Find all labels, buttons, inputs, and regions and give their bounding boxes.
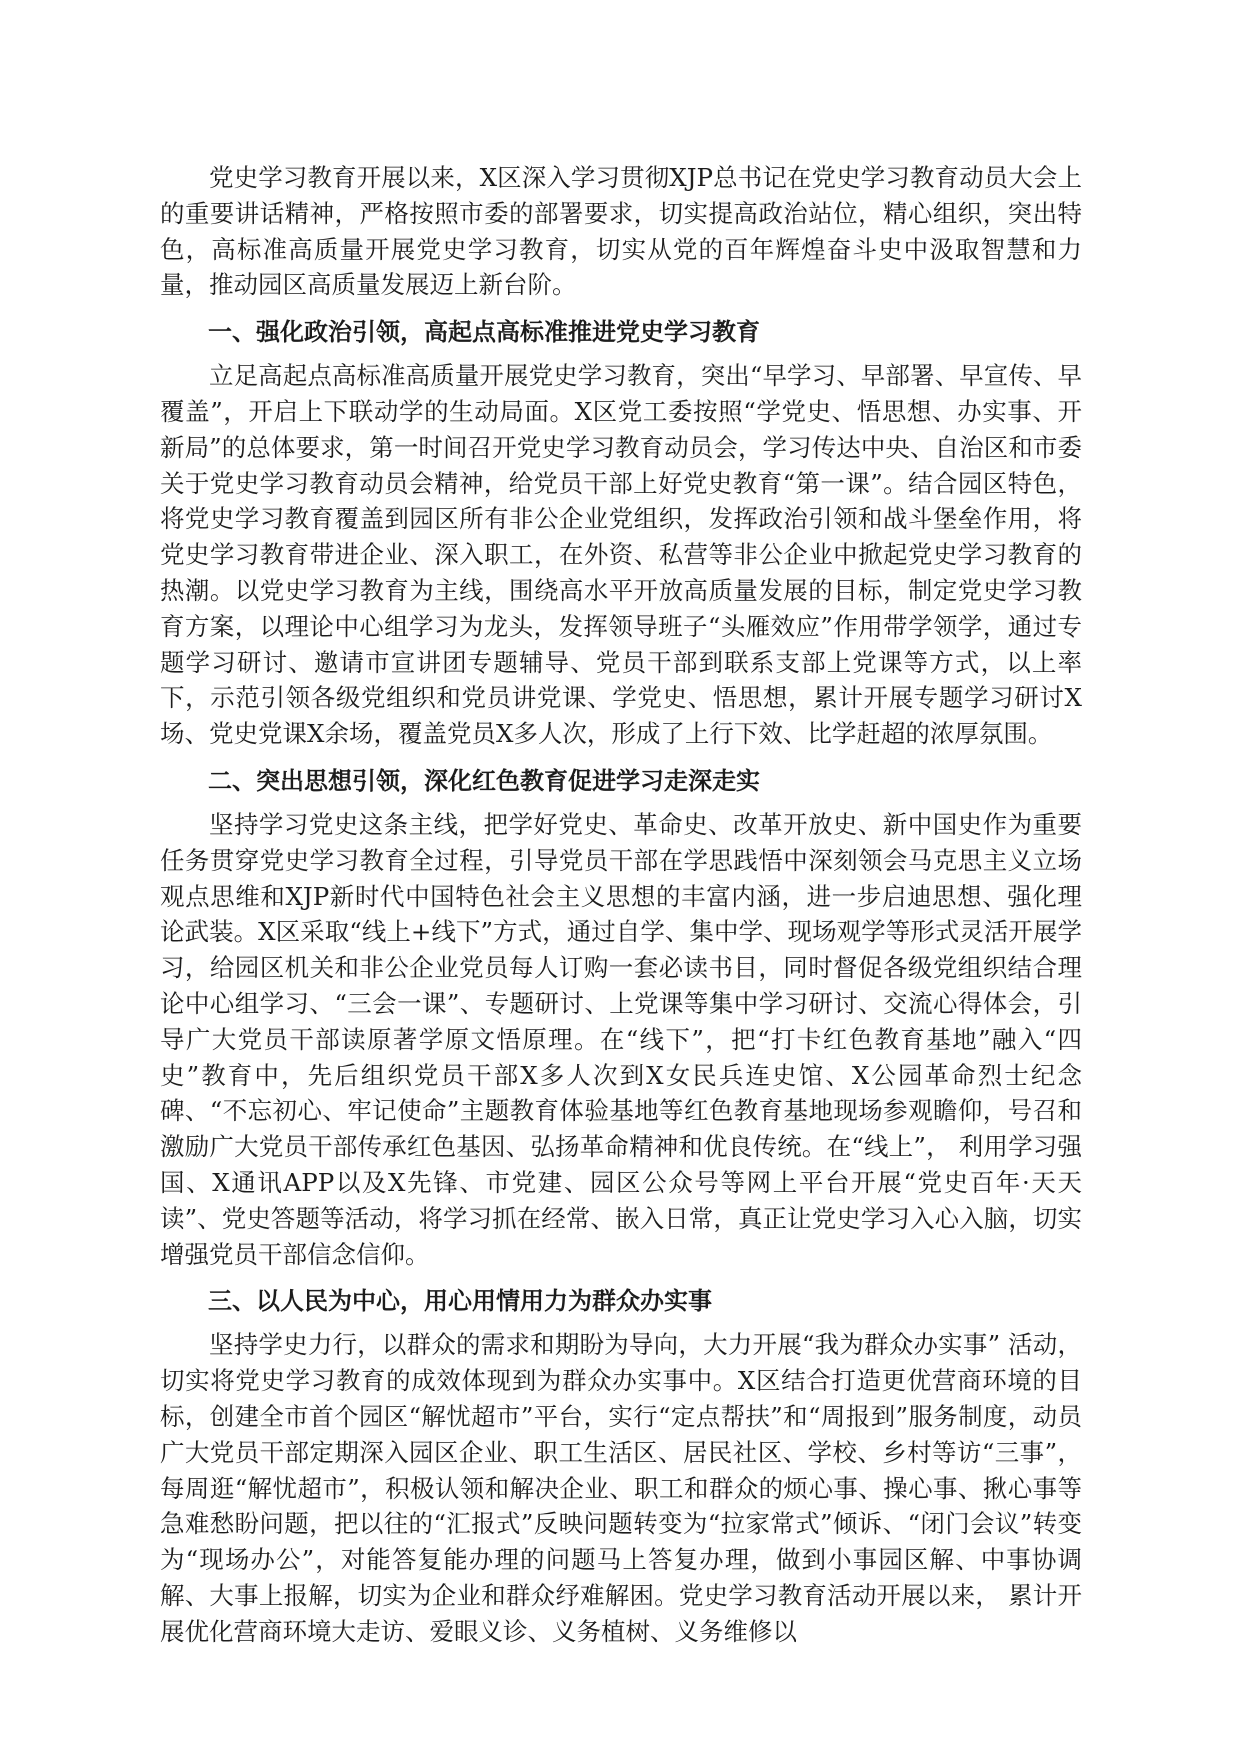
intro-paragraph: 党史学习教育开展以来，X区深入学习贯彻XJP总书记在党史学习教育动员大会上的重要讲话精神，严格按照市委的部署要求，切实提高政治站位，精心组织，突出特色，高标准高质量开展党史学习教育，切实从党的百年辉煌奋斗史中汲取智慧和力量，推动园区高质量发展迈上新台阶。 [160,163,1082,300]
section-2 [160,764,1082,1272]
section-heading: 二、突出思想引领，深化红色教育促进学习走深走实 [208,766,760,795]
section-body: 坚持学习党史这条主线，把学好党史、革命史、改革开放史、新中国史作为重要任务贯穿党史学习教育全过程，引导党员干部在学思践悟中深刻领会马克思主义立场观点思维和XJP新时代中国特色社会主义思想的丰富内涵，进一步启迪思想、强化理论武装。X区采取“线上+线下”方式，通过自学、集中学、现场观学等形式灵活开展学习，给园区机关和非公企业党员每人订购一套必读书目，同时督促各级党组织结合理论中心组学习、“三会一课”、专题研讨、上党课等集中学习研讨、交流心得体会，引导广大党员干部读原著学原文悟原理。在“线下”，把“打卡红色教育基地”融入“四史”教育中，先后组织党员干部X多人次到X女民兵连史馆、X公园革命烈士纪念碑、“不忘初心、牢记使命”主题教育体验基地等红色教育基地现场参观瞻仰，号召和激励广大党员干部传承红色基因、弘扬革命精神和优良传统。在“线上”， 利用学习强国、X通讯APP以及X先锋、市党建、园区公众号等网上平台开展“党史百年·天天读”、党史答题等活动，将学习抓在经常、嵌入日常，真正让党史学习入心入脑，切实增强党员干部信念信仰。 [160,809,1082,1269]
section-body: 坚持学史力行，以群众的需求和期盼为导向，大力开展“我为群众办实事” 活动，切实将党史学习教育的成效体现到为群众办实事中。X区结合打造更优营商环境的目标，创建全市首个园区“解忧超市”平台，实行“定点帮扶”和“周报到”服务制度，动员广大党员干部定期深入园区企业、职工生活区、居民社区、学校、乡村等访“三事”，每周逛“解忧超市”，积极认领和解决企业、职工和群众的烦心事、操心事、揪心事等急难愁盼问题，把以往的“汇报式”反映问题转变为“拉家常式”倾诉、“闭门会议”转变为“现场办公”，对能答复能办理的问题马上答复办理，做到小事园区解、中事协调解、大事上报解，切实为企业和群众纾难解困。党史学习教育活动开展以来， 累计开展优化营商环境大走访、爱眼义诊、义务植树、义务维修以 [160,1330,1082,1646]
document-page [160,160,1082,1649]
section-heading: 三、以人民为中心，用心用情用力为群众办实事 [208,1287,712,1316]
section-body: 立足高起点高标准高质量开展党史学习教育，突出“早学习、早部署、早宣传、早覆盖”，开启上下联动学的生动局面。X区党工委按照“学党史、悟思想、办实事、开新局”的总体要求，第一时间召开党史学习教育动员会，学习传达中央、自治区和市委关于党史学习教育动员会精神，给党员干部上好党史教育“第一课”。结合园区特色，将党史学习教育覆盖到园区所有非公企业党组织，发挥政治引领和战斗堡垒作用，将党史学习教育带进企业、深入职工，在外资、私营等非公企业中掀起党史学习教育的热潮。以党史学习教育为主线，围绕高水平开放高质量发展的目标，制定党史学习教育方案，以理论中心组学习为龙头，发挥领导班子“头雁效应”作用带学领学，通过专题学习研讨、邀请市宣讲团专题辅导、党员干部到联系支部上党课等方式，以上率下，示范引领各级党组织和党员讲党课、学党史、悟思想，累计开展专题学习研讨X场、党史党课X余场，覆盖党员X多人次，形成了上行下效、比学赶超的浓厚氛围。 [160,361,1082,749]
section-1 [160,315,1082,752]
section-heading: 一、强化政治引领，高起点高标准推进党史学习教育 [208,318,760,347]
section-3 [160,1284,1082,1649]
